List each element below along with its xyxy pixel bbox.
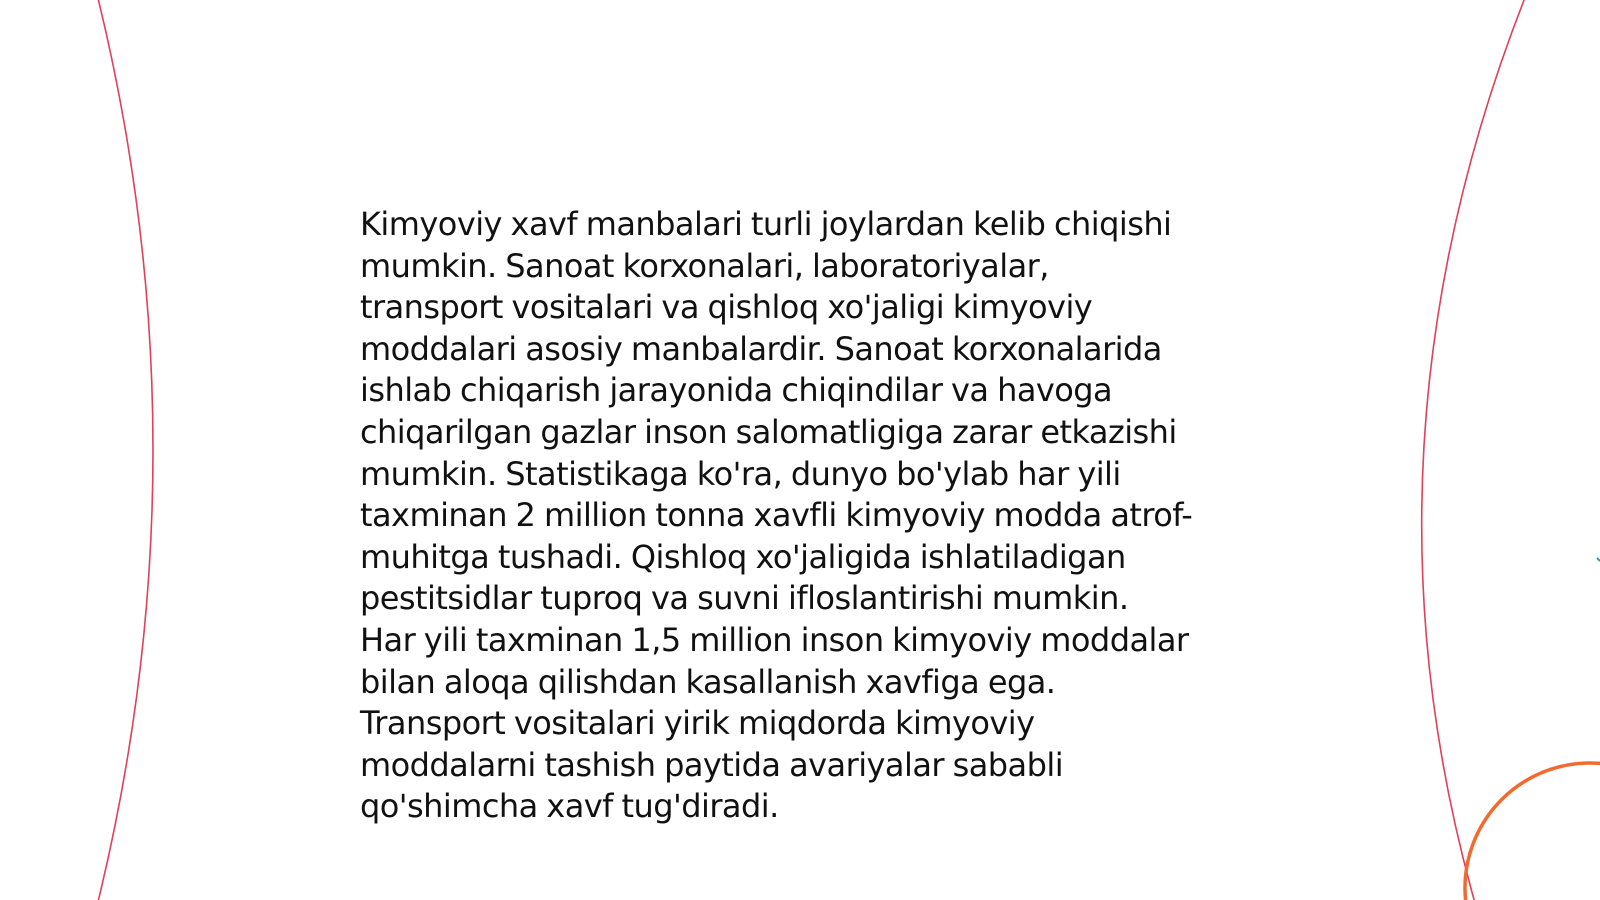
body-paragraph xyxy=(360,204,1260,828)
paragraph-line: Har yili taxminan 1,5 million inson kimyoviy moddalar xyxy=(360,620,1189,659)
paragraph-line: pestitsidlar tuproq va suvni ifloslantirishi mumkin. xyxy=(360,579,1129,618)
right-curve xyxy=(1422,0,1528,900)
paragraph-line: mumkin. Statistikaga ko'ra, dunyo bo'ylab har yili xyxy=(360,454,1121,493)
paragraph-line: transport vositalari va qishloq xo'jaligi kimyoviy xyxy=(360,288,1093,327)
paragraph-line: muhitga tushadi. Qishloq xo'jaligida ishlatiladigan xyxy=(360,537,1126,576)
paragraph-line: moddalari asosiy manbalardir. Sanoat korxonalarida xyxy=(360,329,1162,368)
orange-circle xyxy=(1465,763,1600,900)
paragraph-line: moddalarni tashish paytida avariyalar sababli xyxy=(360,745,1064,784)
paragraph-line: chiqarilgan gazlar inson salomatligiga zarar etkazishi xyxy=(360,412,1177,451)
paragraph-line: qo'shimcha xavf tug'diradi. xyxy=(360,787,779,826)
left-curve xyxy=(96,0,153,900)
paragraph-line: ishlab chiqarish jarayonida chiqindilar va havoga xyxy=(360,371,1113,410)
paragraph-line: taxminan 2 million tonna xavfli kimyoviy modda atrof- xyxy=(360,496,1193,535)
paragraph-line: mumkin. Sanoat korxonalari, laboratoriyalar, xyxy=(360,246,1049,285)
paragraph-line: Transport vositalari yirik miqdorda kimyoviy xyxy=(360,704,1035,743)
paragraph-line: bilan aloqa qilishdan kasallanish xavfiga ega. xyxy=(360,662,1056,701)
paragraph-line: Kimyoviy xavf manbalari turli joylardan kelib chiqishi xyxy=(360,205,1172,243)
